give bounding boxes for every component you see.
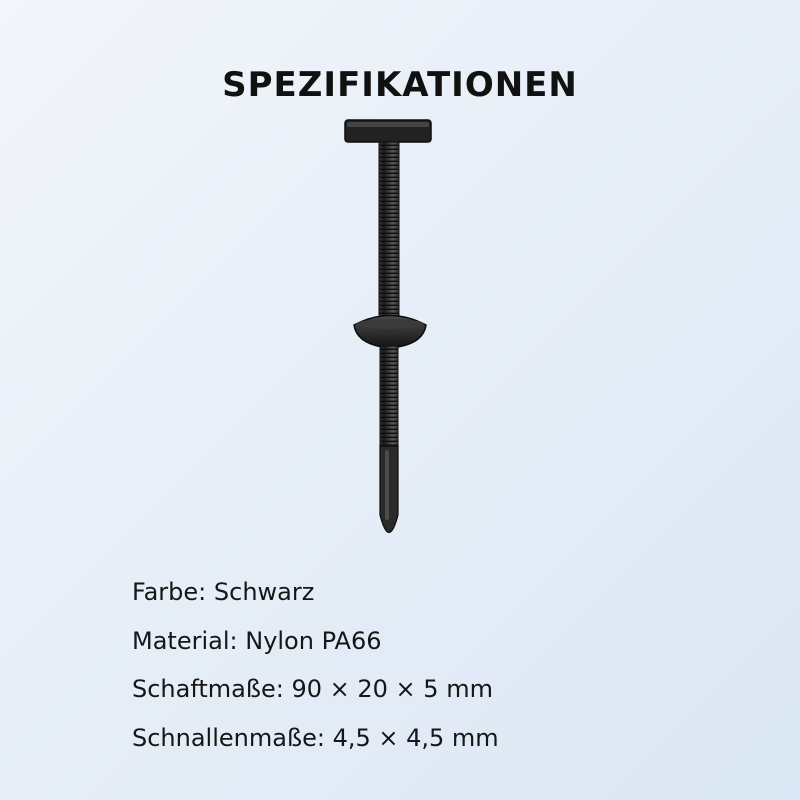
spec-row-color bbox=[132, 568, 499, 617]
spec-label: Material: bbox=[132, 626, 238, 655]
spec-row-material bbox=[132, 617, 499, 666]
spec-label: Farbe: bbox=[132, 578, 207, 606]
spec-row-shaft-dimensions bbox=[132, 665, 499, 714]
spec-value: 90 × 20 × 5 mm bbox=[291, 675, 493, 703]
spec-list bbox=[132, 568, 499, 762]
spec-value: Schwarz bbox=[213, 578, 315, 606]
spec-value: Nylon PA66 bbox=[245, 626, 382, 655]
spec-label: Schaftmaße: bbox=[132, 675, 284, 703]
spec-value: 4,5 × 4,5 mm bbox=[332, 723, 499, 752]
spec-label: Schnallenmaße: bbox=[132, 723, 325, 752]
cable-tie-image bbox=[330, 110, 450, 550]
spec-row-buckle-dimensions bbox=[132, 714, 499, 763]
page-title: SPEZIFIKATIONEN bbox=[222, 64, 578, 105]
